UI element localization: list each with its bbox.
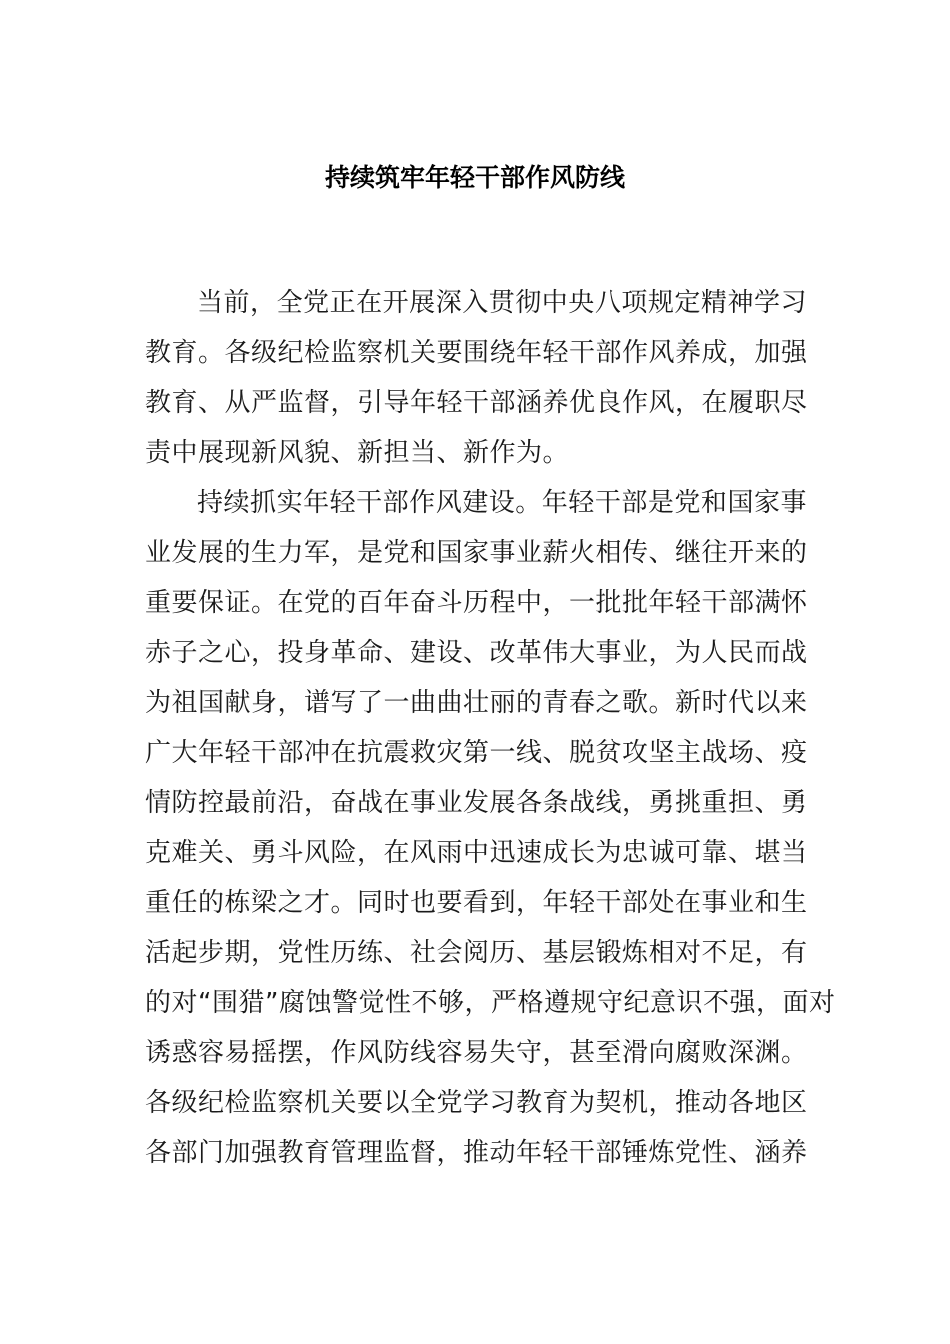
text-line: 赤子之心，投身革命、建设、改革伟大事业，为人民而战: [145, 638, 808, 668]
text-line: 当前，全党正在开展深入贯彻中央八项规定精神学习: [197, 288, 807, 318]
text-line: 活起步期，党性历练、社会阅历、基层锻炼相对不足，有: [145, 938, 808, 968]
text-line: 业发展的生力军，是党和国家事业薪火相传、继往开来的: [145, 538, 808, 568]
text-line: 各级纪检监察机关要以全党学习教育为契机，推动各地区: [145, 1088, 808, 1118]
text-line: 的对“围猎”腐蚀警觉性不够，严格遵规守纪意识不强，面对: [145, 988, 836, 1018]
document-title: 持续筑牢年轻干部作风防线: [324, 163, 625, 192]
text-line: 教育、从严监督，引导年轻干部涵养优良作风，在履职尽: [145, 388, 808, 418]
text-line: 为祖国献身，谱写了一曲曲壮丽的青春之歌。新时代以来: [145, 688, 808, 718]
text-line: 持续抓实年轻干部作风建设。年轻干部是党和国家事: [197, 488, 807, 518]
document-body: [145, 278, 836, 1178]
text-line: 广大年轻干部冲在抗震救灾第一线、脱贫攻坚主战场、疫: [145, 738, 808, 768]
text-line: 教育。各级纪检监察机关要围绕年轻干部作风养成，加强: [145, 338, 808, 368]
text-line: 责中展现新风貌、新担当、新作为。: [145, 438, 570, 468]
text-line: 重要保证。在党的百年奋斗历程中，一批批年轻干部满怀: [145, 588, 808, 618]
text-line: 克难关、勇斗风险，在风雨中迅速成长为忠诚可靠、堪当: [145, 838, 808, 868]
text-line: 各部门加强教育管理监督，推动年轻干部锤炼党性、涵养: [145, 1138, 808, 1168]
text-line: 重任的栋梁之才。同时也要看到，年轻干部处在事业和生: [145, 888, 808, 918]
text-line: 诱惑容易摇摆，作风防线容易失守，甚至滑向腐败深渊。: [145, 1038, 808, 1068]
text-line: 情防控最前沿，奋战在事业发展各条战线，勇挑重担、勇: [145, 788, 808, 818]
